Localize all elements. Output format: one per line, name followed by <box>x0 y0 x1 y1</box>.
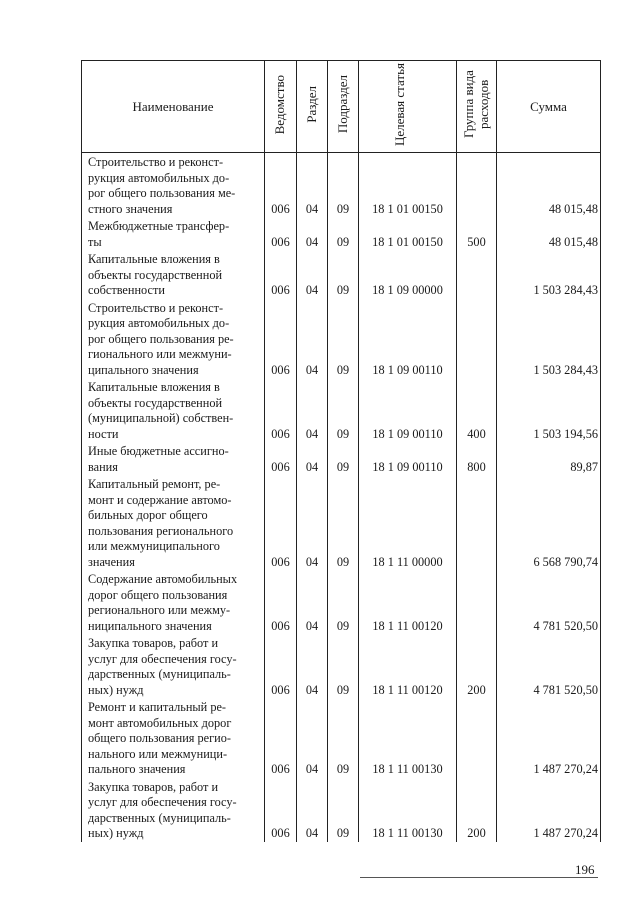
row-name-line: Строительство и реконст- <box>88 155 224 169</box>
row-name <box>82 378 265 442</box>
row-name-line: ты <box>88 234 102 249</box>
row-name-line: рог общего пользования ре- <box>88 331 234 346</box>
header-summa: Сумма <box>497 61 601 153</box>
row-name <box>82 250 265 299</box>
row-summa: 4 781 520,50 <box>497 634 601 698</box>
row-razdel: 04 <box>297 378 328 442</box>
row-summa: 1 503 194,56 <box>497 378 601 442</box>
header-name: Наименование <box>82 61 265 153</box>
row-gruppa: 200 <box>457 634 497 698</box>
row-tselevaya: 18 1 01 00150 <box>359 153 457 218</box>
header-podrazdel: Подраздел <box>328 61 359 153</box>
row-razdel: 04 <box>297 442 328 475</box>
row-summa: 89,87 <box>497 442 601 475</box>
row-razdel: 04 <box>297 217 328 250</box>
row-vedomstvo: 006 <box>265 153 297 218</box>
row-summa: 6 568 790,74 <box>497 475 601 570</box>
row-razdel: 04 <box>297 475 328 570</box>
table-row <box>82 250 601 299</box>
table-row <box>82 378 601 442</box>
row-summa: 48 015,48 <box>497 217 601 250</box>
row-name-line: гионального или межмуни- <box>88 347 232 361</box>
row-vedomstvo: 006 <box>265 378 297 442</box>
row-gruppa <box>457 299 497 379</box>
table-row <box>82 153 601 218</box>
row-name-line: вания <box>88 459 118 474</box>
table-row <box>82 698 601 778</box>
page-number: 196 <box>575 862 595 877</box>
row-name <box>82 153 265 218</box>
row-name <box>82 634 265 698</box>
row-podrazdel: 09 <box>328 778 359 842</box>
row-name-line: или межмуниципального <box>88 539 220 553</box>
row-razdel: 04 <box>297 570 328 634</box>
row-podrazdel: 09 <box>328 250 359 299</box>
row-gruppa <box>457 475 497 570</box>
row-tselevaya: 18 1 11 00000 <box>359 475 457 570</box>
table-row <box>82 570 601 634</box>
row-name-line: Капитальные вложения в <box>88 252 220 266</box>
row-name-line: дорог общего пользования <box>88 587 228 602</box>
row-name <box>82 442 265 475</box>
table-row <box>82 475 601 570</box>
row-name-line: ниципального значения <box>88 618 212 633</box>
row-podrazdel: 09 <box>328 698 359 778</box>
row-name-line: ных) нужд <box>88 682 144 697</box>
row-name <box>82 299 265 379</box>
row-name-line: объекты государственной <box>88 395 223 410</box>
row-name-line: бильных дорог общего <box>88 508 208 522</box>
row-name-line: дарственных (муниципаль- <box>88 667 231 681</box>
row-name-line: регионального или межму- <box>88 603 231 617</box>
row-name-line: пального значения <box>88 762 186 776</box>
row-name-line: Иные бюджетные ассигно- <box>88 444 229 458</box>
row-razdel: 04 <box>297 153 328 218</box>
header-vedomstvo: Ведомство <box>265 61 297 153</box>
row-name-line: рукция автомобильных до- <box>88 316 230 330</box>
row-name-line: ных) нужд <box>88 826 144 840</box>
row-gruppa <box>457 698 497 778</box>
table-row <box>82 217 601 250</box>
row-name-line: ципального значения <box>88 362 199 377</box>
row-name-line: рукция автомобильных до- <box>88 170 230 185</box>
row-name-line: дарственных (муниципаль- <box>88 810 231 825</box>
budget-table <box>81 60 601 842</box>
row-vedomstvo: 006 <box>265 634 297 698</box>
row-vedomstvo: 006 <box>265 570 297 634</box>
row-name-line: Капитальный ремонт, ре- <box>88 477 221 491</box>
row-razdel: 04 <box>297 698 328 778</box>
row-name-line: нального или межмуници- <box>88 746 228 761</box>
row-tselevaya: 18 1 11 00120 <box>359 570 457 634</box>
row-name <box>82 778 265 842</box>
row-tselevaya: 18 1 11 00120 <box>359 634 457 698</box>
row-tselevaya: 18 1 11 00130 <box>359 778 457 842</box>
row-name-line: ности <box>88 426 119 441</box>
row-name-line: монт автомобильных дорог <box>88 715 232 730</box>
row-name <box>82 570 265 634</box>
row-razdel: 04 <box>297 250 328 299</box>
row-tselevaya: 18 1 09 00110 <box>359 299 457 379</box>
row-summa: 1 487 270,24 <box>497 698 601 778</box>
row-summa: 4 781 520,50 <box>497 570 601 634</box>
row-name-line: общего пользования регио- <box>88 731 232 745</box>
row-podrazdel: 09 <box>328 475 359 570</box>
row-name-line: услуг для обеспечения госу- <box>88 651 237 666</box>
row-razdel: 04 <box>297 778 328 842</box>
row-podrazdel: 09 <box>328 570 359 634</box>
row-name-line: Закупка товаров, работ и <box>88 779 219 794</box>
row-gruppa <box>457 153 497 218</box>
row-gruppa <box>457 570 497 634</box>
row-podrazdel: 09 <box>328 378 359 442</box>
row-razdel: 04 <box>297 634 328 698</box>
table-row <box>82 442 601 475</box>
header-razdel: Раздел <box>297 61 328 153</box>
row-vedomstvo: 006 <box>265 475 297 570</box>
row-name-line: (муниципальной) собствен- <box>88 411 234 425</box>
row-name-line: собственности <box>88 283 165 297</box>
row-razdel: 04 <box>297 299 328 379</box>
row-name-line: Межбюджетные трансфер- <box>88 219 230 233</box>
table-header-row <box>82 61 601 153</box>
row-name-line: монт и содержание автомо- <box>88 492 232 507</box>
row-name-line: стного значения <box>88 201 173 216</box>
header-tselevaya: Целевая статья <box>359 61 457 153</box>
row-tselevaya: 18 1 11 00130 <box>359 698 457 778</box>
header-gruppa: Группа вида расходов <box>457 61 497 153</box>
row-tselevaya: 18 1 09 00000 <box>359 250 457 299</box>
row-summa: 48 015,48 <box>497 153 601 218</box>
row-vedomstvo: 006 <box>265 250 297 299</box>
row-name-line: Закупка товаров, работ и <box>88 636 219 650</box>
row-name-line: рог общего пользования ме- <box>88 186 236 200</box>
row-name <box>82 217 265 250</box>
budget-table-page <box>81 60 600 842</box>
row-podrazdel: 09 <box>328 299 359 379</box>
row-gruppa <box>457 250 497 299</box>
row-vedomstvo: 006 <box>265 778 297 842</box>
row-gruppa: 400 <box>457 378 497 442</box>
row-name-line: Содержание автомобильных <box>88 572 238 586</box>
row-vedomstvo: 006 <box>265 698 297 778</box>
row-name-line: пользования регионального <box>88 523 234 538</box>
row-gruppa: 500 <box>457 217 497 250</box>
row-name-line: Капитальные вложения в <box>88 380 220 394</box>
row-vedomstvo: 006 <box>265 217 297 250</box>
row-name <box>82 698 265 778</box>
footer-rule <box>360 877 598 878</box>
row-name-line: Ремонт и капитальный ре- <box>88 700 227 714</box>
row-summa: 1 487 270,24 <box>497 778 601 842</box>
row-tselevaya: 18 1 01 00150 <box>359 217 457 250</box>
row-gruppa: 200 <box>457 778 497 842</box>
row-name-line: объекты государственной <box>88 267 223 282</box>
row-podrazdel: 09 <box>328 442 359 475</box>
row-vedomstvo: 006 <box>265 299 297 379</box>
row-name-line: услуг для обеспечения госу- <box>88 795 237 809</box>
row-podrazdel: 09 <box>328 217 359 250</box>
row-name <box>82 475 265 570</box>
row-podrazdel: 09 <box>328 634 359 698</box>
row-name-line: Строительство и реконст- <box>88 300 224 315</box>
table-row <box>82 778 601 842</box>
table-row <box>82 299 601 379</box>
row-summa: 1 503 284,43 <box>497 299 601 379</box>
row-tselevaya: 18 1 09 00110 <box>359 442 457 475</box>
row-gruppa: 800 <box>457 442 497 475</box>
row-vedomstvo: 006 <box>265 442 297 475</box>
table-row <box>82 634 601 698</box>
row-name-line: значения <box>88 554 135 569</box>
row-tselevaya: 18 1 09 00110 <box>359 378 457 442</box>
row-summa: 1 503 284,43 <box>497 250 601 299</box>
table-body <box>82 153 601 842</box>
row-podrazdel: 09 <box>328 153 359 218</box>
